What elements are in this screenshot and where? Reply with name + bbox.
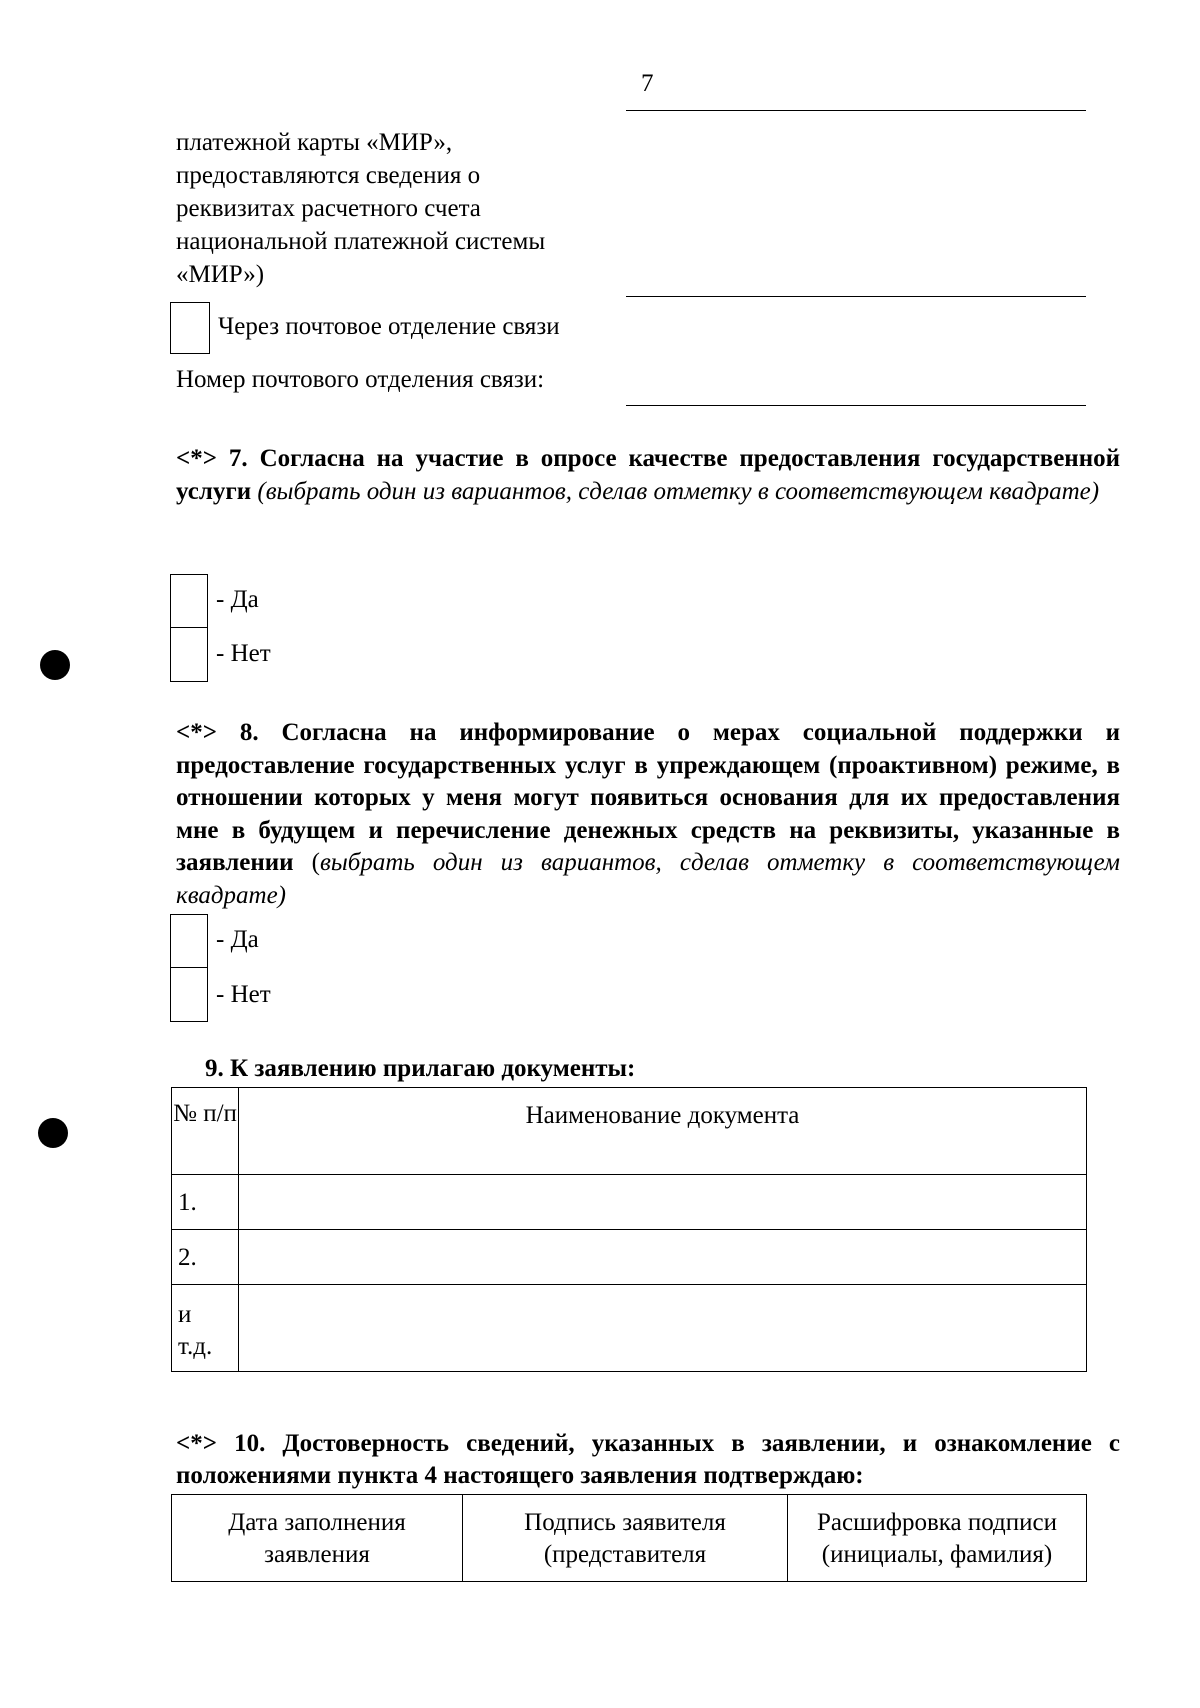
document-name-cell[interactable] <box>239 1175 1087 1230</box>
documents-table <box>171 1087 1087 1372</box>
section7-no-label: - Нет <box>216 640 271 667</box>
table-row <box>172 1285 1087 1372</box>
section9-title: 9. К заявлению прилагаю документы: <box>205 1055 636 1082</box>
section7-question <box>176 442 1120 508</box>
signature-table <box>171 1494 1087 1582</box>
section8-yes-checkbox[interactable] <box>170 914 208 968</box>
post-number-field-line[interactable] <box>626 405 1086 406</box>
section8-title: <*> 8. Согласна на информирование о мерах социальной поддержки и предоставление государственных услуг в упреждающем (проактивном) режиме, в отношении которых у меня могут появиться основания для их предоставления мне в будущем и перечисление денежных средств на реквизиты, указанные в заявлении <box>176 719 1120 876</box>
account-field-line[interactable] <box>626 110 1086 111</box>
signature-header-row <box>172 1495 1087 1582</box>
col-name-header: Наименование документа <box>239 1088 1087 1175</box>
section8-no-label: - Нет <box>216 981 271 1008</box>
signature-header[interactable]: Подпись заявителя (представителя <box>463 1495 788 1582</box>
date-header[interactable]: Дата заполнения заявления <box>172 1495 463 1582</box>
document-name-cell[interactable] <box>239 1285 1087 1372</box>
page-number: 7 <box>641 70 654 97</box>
punch-hole-mark <box>40 650 70 680</box>
table-row <box>172 1175 1087 1230</box>
section8-no-checkbox[interactable] <box>170 968 208 1022</box>
document-name-cell[interactable] <box>239 1230 1087 1285</box>
section7-title: <*> 7. Согласна на участие в опросе качестве предоставления государственной услуги <box>176 445 1120 505</box>
post-office-label: Через почтовое отделение связи <box>218 313 560 340</box>
post-number-label: Номер почтового отделения связи: <box>176 366 545 393</box>
section8-question <box>176 717 1120 912</box>
section10-confirmation <box>176 1428 1120 1492</box>
row-number: и т.д. <box>172 1285 239 1372</box>
section8-paren: ( <box>293 849 320 876</box>
section7-yes-label: - Да <box>216 586 259 613</box>
section10-title: <*> 10. Достоверность сведений, указанных в заявлении, и ознакомление с положениями пункта 4 настоящего заявления подтверждаю: <box>176 1430 1120 1489</box>
mir-card-note: платежной карты «МИР», предоставляются сведения о реквизитах расчетного счета национальной платежной системы «МИР») <box>176 129 546 288</box>
row-number: 2. <box>172 1230 239 1285</box>
documents-header-row <box>172 1088 1087 1175</box>
punch-hole-mark <box>38 1118 68 1148</box>
section7-instruction: (выбрать один из вариантов, сделав отметку в соответствующем квадрате) <box>251 478 1100 505</box>
col-number-header: № п/п <box>172 1088 239 1175</box>
table-row <box>172 1230 1087 1285</box>
post-field-line-top[interactable] <box>626 296 1086 297</box>
section8-yes-label: - Да <box>216 926 259 953</box>
section7-no-checkbox[interactable] <box>170 628 208 682</box>
row-number: 1. <box>172 1175 239 1230</box>
section8-instruction: выбрать один из вариантов, сделав отметку в соответствующем квадрате) <box>176 849 1121 909</box>
signature-decode-header[interactable]: Расшифровка подписи (инициалы, фамилия) <box>788 1495 1087 1582</box>
post-office-checkbox[interactable] <box>170 302 210 354</box>
section7-yes-checkbox[interactable] <box>170 574 208 628</box>
